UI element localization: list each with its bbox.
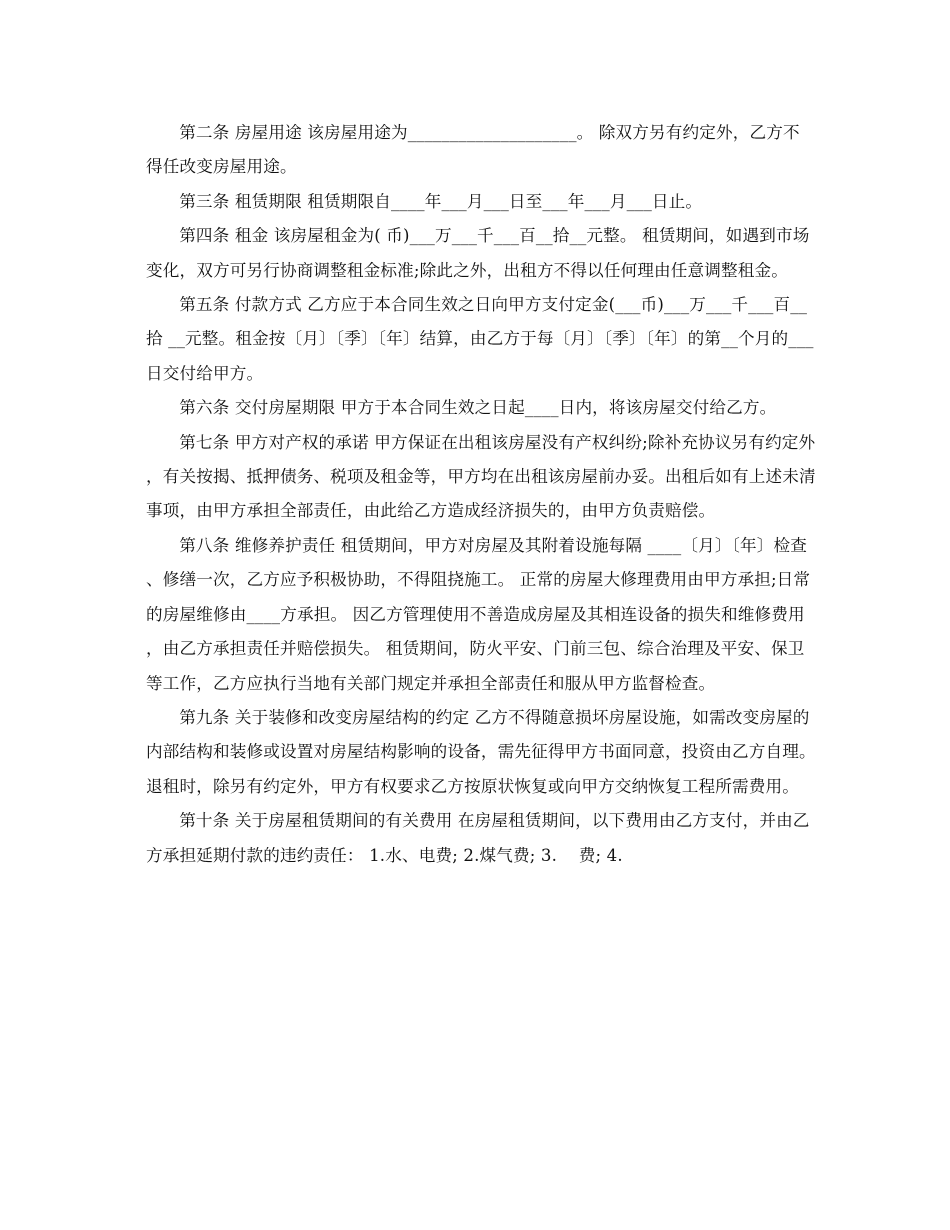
clause-3-paragraph: 第三条 租赁期限 租赁期限自____年___月___日至___年___月___日止。: [179, 191, 703, 211]
clause-2-paragraph: 第二条 房屋用途 该房屋用途为____________________。 除双方另有约定外，乙方不得任改变房屋用途。: [146, 123, 800, 177]
document-body: [146, 116, 816, 873]
clause-10-paragraph: 第十条 关于房屋租赁期间的有关费用 在房屋租赁期间，以下费用由乙方支付，并由乙方承担延期付款的违约责任： 1.水、电费; 2.煤气费; 3. 费; 4.: [146, 811, 810, 865]
clause-7-paragraph: 第七条 甲方对产权的承诺 甲方保证在出租该房屋没有产权纠纷;除补充协议另有约定外，有关按揭、抵押债务、税项及租金等，甲方均在出租该房屋前办妥。出租后如有上述未清事项，由甲方承担全部责任，由此给乙方造成经济损失的，由甲方负责赔偿。: [146, 432, 816, 521]
clause-6-paragraph: 第六条 交付房屋期限 甲方于本合同生效之日起____日内，将该房屋交付给乙方。: [179, 398, 777, 418]
clause-9-paragraph: 第九条 关于装修和改变房屋结构的约定 乙方不得随意损坏房屋设施，如需改变房屋的内部结构和装修或设置对房屋结构影响的设备，需先征得甲方书面同意，投资由乙方自理。退租时，除另有约定外，甲方有权要求乙方按原状恢复或向甲方交纳恢复工程所需费用。: [146, 707, 816, 796]
clause-8-paragraph: 第八条 维修养护责任 租赁期间，甲方对房屋及其附着设施每隔 ____〔月〕〔年〕检查、修缮一次，乙方应予积极协助，不得阻挠施工。 正常的房屋大修理费用由甲方承担;日常的房屋维修由____方承担。 因乙方管理使用不善造成房屋及其相连设备的损失和维修费用，由乙方承担责任并赔偿损失。 租赁期间，防火平安、门前三包、综合治理及平安、保卫等工作，乙方应执行当地有关部门规定并承担全部责任和服从甲方监督检查。: [146, 535, 811, 693]
clause-4-paragraph: 第四条 租金 该房屋租金为( 币)___万___千___百__拾__元整。 租赁期间，如遇到市场变化，双方可另行协商调整租金标准;除此之外，出租方不得以任何理由任意调整租金。: [146, 226, 810, 280]
clause-5-paragraph: 第五条 付款方式 乙方应于本合同生效之日向甲方支付定金(___币)___万___千___百__拾 __元整。租金按〔月〕〔季〕〔年〕结算，由乙方于每〔月〕〔季〕〔年〕的第__个月的___日交付给甲方。: [146, 295, 814, 383]
